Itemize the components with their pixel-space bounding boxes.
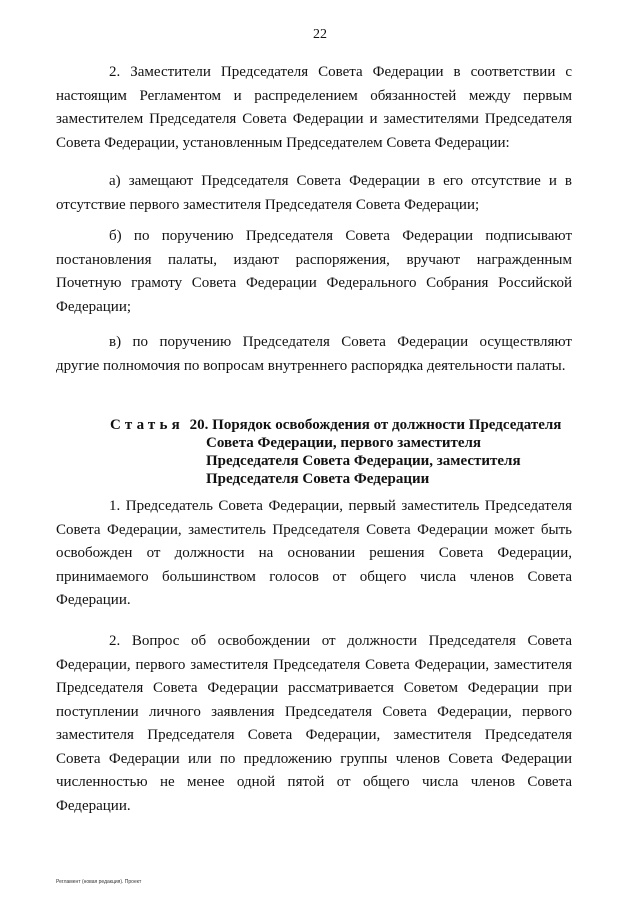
article-heading: [110, 416, 580, 488]
paragraph-deputies-powers: 2. Заместители Председателя Совета Федерации в соответствии с настоящим Регламентом и распределением обязанностей между первым заместителем Председателя Совета Федерации и заместителями Председателя Совета Федерации, установленным Председателем Совета Федерации:: [56, 64, 572, 151]
paragraph-dismissal-1: 1. Председатель Совета Федерации, первый заместитель Председателя Совета Федерации, заместитель Председателя Совета Федерации может быть освобожден от должности на основании решения Совета Федерации, принимаемого большинством голосов от общего числа членов Совета Федерации.: [56, 498, 572, 608]
footer-note: Регламент (новая редакция). Проект: [56, 879, 142, 885]
paragraph-item-b: б) по поручению Председателя Совета Федерации подписывают постановления палаты, издают распоряжения, вручают награжденным Почетную грамоту Совета Федерации Федерального Собрания Российской Федерации;: [56, 228, 572, 315]
article-title-line-1: Порядок освобождения от должности Председателя: [212, 417, 562, 433]
article-title-line-4: Председателя Совета Федерации: [206, 471, 430, 487]
paragraph-item-a: а) замещают Председателя Совета Федерации в его отсутствие и в отсутствие первого заместителя Председателя Совета Федерации;: [56, 173, 572, 213]
article-title-line-2: Совета Федерации, первого заместителя: [206, 435, 482, 451]
article-title-line-3: Председателя Совета Федерации, заместителя: [206, 453, 521, 469]
paragraph-dismissal-2: 2. Вопрос об освобождении от должности Председателя Совета Федерации, первого заместителя Председателя Совета Федерации, заместителя Председателя Совета Федерации рассматривается Советом Федерации при поступлении личного заявления Председателя Совета Федерации, первого заместителя Председателя Совета Федерации, заместителя Председателя Совета Федерации или по предложению группы членов Совета Федерации численностью не менее одной пятой от общего числа членов Совета Федерации.: [56, 633, 572, 814]
article-number: 20.: [189, 417, 209, 433]
page-number: 22: [313, 27, 327, 42]
article-word: Статья: [110, 417, 184, 433]
paragraph-item-c: в) по поручению Председателя Совета Федерации осуществляют другие полномочия по вопросам внутреннего распорядка деятельности палаты.: [56, 334, 572, 374]
